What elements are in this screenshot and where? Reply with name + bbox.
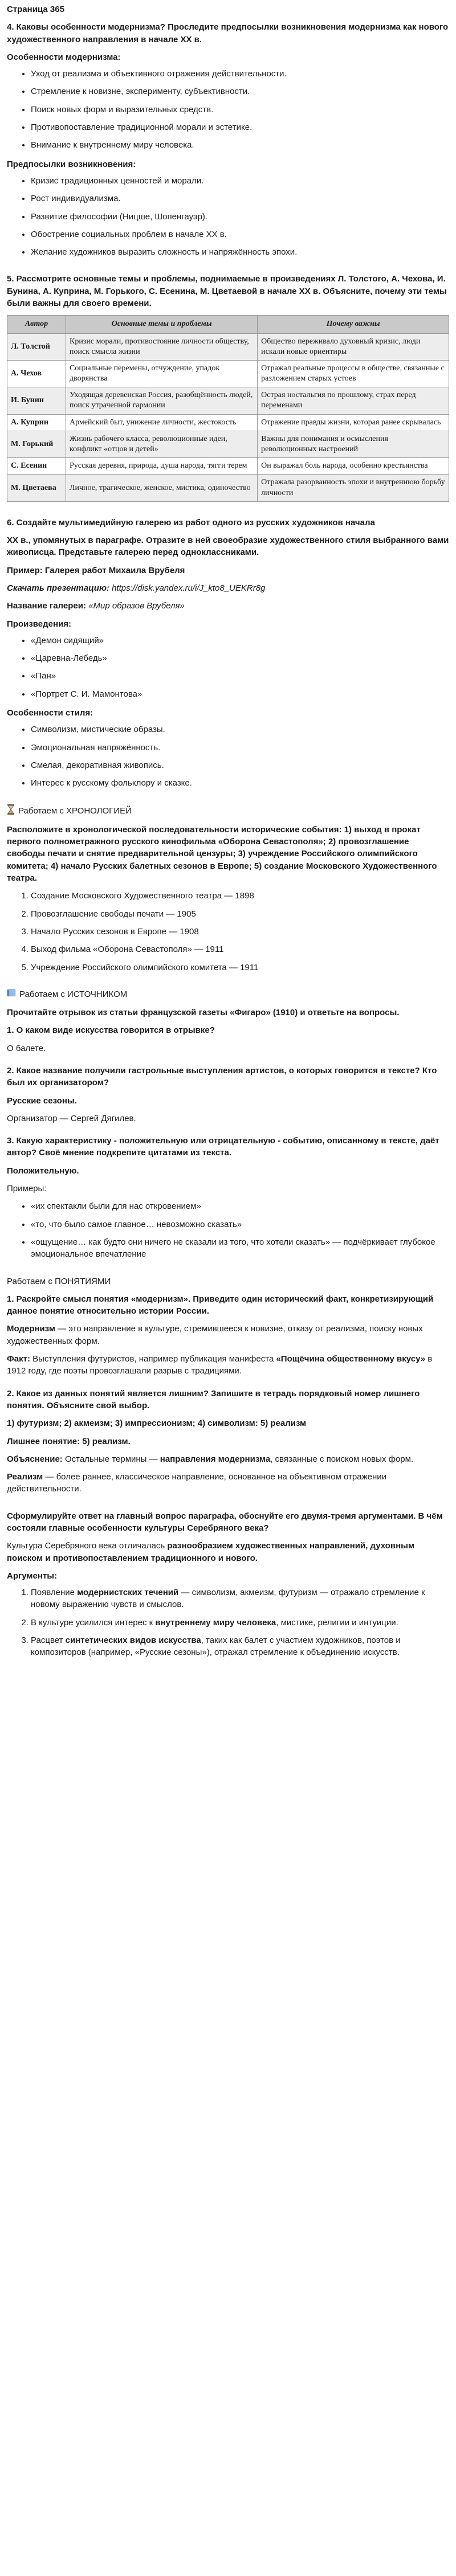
list-item: • «Царевна-Лебедь» [31,652,449,664]
table-cell: Уходящая деревенская Россия, разобщённость людей, поиск утраченной гармонии [66,387,258,414]
list-item: • Развитие философии (Ницше, Шопенгауэр). [31,211,449,223]
modernism-def [7,1323,449,1347]
arg-post: , таких как балет с участием художников, поэтов и композиторов (например, «Русские сезоны»), отражал стремление к объединению искусств. [31,1635,401,1658]
table-header: Почему важны [258,316,449,333]
concepts-q2-list: 1) футуризм; 2) акмеизм; 3) импрессионизм; 4) символизм: 5) реализм [7,1418,307,1429]
table-header-row [7,316,449,333]
table-cell-author: М. Горький [7,431,66,457]
source-heading [7,988,449,1001]
list-item: • Уход от реализма и объективного отражения действительности. [31,68,449,80]
table-cell-author: А. Чехов [7,360,66,387]
example-title: Пример: Галерея работ Михаила Врубеля [7,565,185,575]
extra-label: Лишнее понятие: [7,1436,80,1446]
list-item: • Стремление к новизне, эксперименту, субъективности. [31,85,449,97]
table-cell: Жизнь рабочего класса, революционные идеи, конфликт «отцов и детей» [66,431,258,457]
arg-pre: Расцвет [31,1635,66,1646]
source-a3-examples: Примеры: [7,1184,47,1194]
list-item [31,1617,449,1629]
table-cell: Он выражал боль народа, особенно крестьянства [258,458,449,475]
source-a2: Организатор — Сергей Дягилев. [7,1113,136,1123]
chronology-list [7,890,449,973]
list-item: 2. Провозглашение свободы печати — 1905 [31,908,449,920]
list-item: 3. Начало Русских сезонов в Европе — 1908 [31,926,449,938]
final-section [7,1510,449,1659]
question-5-section [7,273,449,501]
list-item: • Смелая, декоративная живопись. [31,759,449,771]
realism-text: — более раннее, классическое направление, основанное на объективном отражении действительности. [7,1472,387,1494]
list-item: • Поиск новых форм и выразительных средств. [31,104,449,116]
gallery-line [7,600,449,612]
works-title: Произведения: [7,619,72,629]
list-item: • Символизм, мистические образы. [31,723,449,735]
expl-text: Остальные термины — [62,1454,160,1464]
table-row [7,475,449,501]
list-item: 5. Учреждение Российского олимпийского комитета — 1911 [31,962,449,974]
fact-paragraph [7,1353,449,1377]
table-cell-author: М. Цветаева [7,475,66,501]
table-row [7,458,449,475]
question-6-cont: XX в., упомянутых в параграфе. Отразите в ней своеобразие художественного стиля выбранного вами живописца. Представьте галерею перед одноклассниками. [7,535,449,558]
concepts-q2: 2. Какое из данных понятий является лишним? Запишите в тетрадь порядковый номер лишнего понятия. Объясните свой выбор. [7,1388,420,1410]
source-title: Работаем с ИСТОЧНИКОМ [19,989,128,1000]
arg-bold: внутреннему миру человека [155,1617,276,1628]
gallery-label: Название галереи: [7,601,86,611]
def-text: — это направление в культуре, стремившееся к новизне, отказу от реализма, поиску новых художественных форм. [7,1324,423,1346]
table-cell: Кризис морали, противостояние личности обществу, поиск смысла жизни [66,333,258,360]
question-4: 4. Каковы особенности модернизма? Проследите предпосылки возникновения модернизма как нового художественного направления в начале XX в. [7,22,449,44]
download-label: Скачать презентацию: [7,583,109,593]
list-item: • Рост индивидуализма. [31,193,449,205]
list-item: • «Демон сидящий» [31,635,449,647]
arg-bold: модернистских течений [77,1588,179,1598]
realism-term: Реализм [7,1472,43,1482]
answer-pre: Культура Серебряного века отличалась [7,1541,168,1551]
list-item: • «Портрет С. И. Мамонтова» [31,688,449,700]
download-line [7,582,449,594]
source-section [7,988,449,1261]
list-item: • Кризис традиционных ценностей и морали. [31,175,449,187]
chronology-task: Расположите в хронологической последовательности исторические события: 1) выход в прокат первого полнометражного русского кинофильма «Оборона Севастополя»; 2) провозглашение свободы печати и снятие предварительной цензуры; 3) учреждение Российского олимпийского комитета; 4) начало Русских балетных сезонов в Европе; 5) создание Московского Художественного театра. [7,824,437,884]
explanation-line [7,1453,449,1465]
list-item: • Эмоциональная напряжённость. [31,742,449,754]
prereq-list [7,175,449,258]
list-item: • Желание художников выразить сложность и напряжённость эпохи. [31,246,449,258]
args-list [7,1587,449,1658]
source-q2: 2. Какое название получили гастрольные выступления артистов, о которых говорится в тексте? Кто был их организатором? [7,1065,437,1088]
arg-pre: В культуре усилился интерес к [31,1617,156,1628]
table-cell: Личное, трагическое, женское, мистика, одиночество [66,475,258,501]
list-item: • «их спектакли были для нас откровением» [31,1200,449,1212]
fact-label: Факт: [7,1354,30,1364]
table-cell: Русская деревня, природа, душа народа, тягги терем [66,458,258,475]
question-5: 5. Рассмотрите основные темы и проблемы, поднимаемые в произведениях Л. Толстого, А. Чехова, И. Бунина, А. Куприна, М. Горького, С. Есенина, М. Цветаевой в начале XX в. Объясните, почему эти темы были важны для своего времени. [7,274,447,309]
style-list [7,723,449,789]
concepts-heading [7,1275,449,1287]
list-item: • «ощущение… как будто они ничего не сказали из того, что хотели сказать» — подчёркивает глубокое эмоциональное впечатление [31,1236,449,1261]
source-a2-title: Русские сезоны. [7,1095,77,1106]
download-link[interactable]: https://disk.yandex.ru/i/J_kto8_UEKRr8g [112,583,266,593]
extra-value: 5) реализм. [80,1436,131,1446]
expl-label: Объяснение: [7,1454,63,1464]
themes-table [7,315,449,501]
table-cell: Отражала разорванность эпохи и внутреннюю борьбу личности [258,475,449,501]
def-term: Модернизм [7,1324,55,1334]
table-cell-author: С. Есенин [7,458,66,475]
table-row [7,360,449,387]
table-cell-author: Л. Толстой [7,333,66,360]
chronology-title: Работаем с ХРОНОЛОГИЕЙ [18,806,132,816]
arg-pre: Появление [31,1588,78,1598]
features-list [7,68,449,151]
list-item: 1. Создание Московского Художественного театра — 1898 [31,890,449,902]
question-6-section [7,517,449,790]
table-row [7,387,449,414]
table-row [7,414,449,431]
list-item: • «то, что было самое главное… невозможно сказать» [31,1219,449,1230]
source-a3-title: Положительную. [7,1166,79,1176]
book-icon [7,988,16,1001]
table-cell: Острая ностальгия по прошлому, страх перед переменами [258,387,449,414]
table-header: Основные темы и проблемы [66,316,258,333]
table-cell: Отражал реальные процессы в обществе, связанные с разложением старых устоев [258,360,449,387]
table-cell: Важны для понимания и осмысления революционных настроений [258,431,449,457]
arg-post: — символизм, акмеизм, футуризм — отражало стремление к новому выражению чувств и смыслов. [31,1588,425,1610]
fact-tail: в 1912 году, где поэты провозглашали разрыв с традициями. [7,1354,433,1376]
source-a1: О балете. [7,1043,46,1053]
source-task: Прочитайте отрывок из статьи французской газеты «Фигаро» (1910) и ответьте на вопросы. [7,1008,400,1018]
concepts-section [7,1275,449,1495]
question-6: 6. Создайте мультимедийную галерею из работ одного из русских художников начала [7,517,375,528]
expl-tail: , связанные с поиском новых форм. [270,1454,414,1464]
list-item [31,1634,449,1659]
table-cell-author: А. Куприн [7,414,66,431]
table-row [7,333,449,360]
arg-post: , мистике, религии и интуиции. [276,1617,398,1628]
fact-bold: «Пощёчина общественному вкусу» [276,1354,426,1364]
realism-line [7,1471,449,1495]
hourglass-icon [7,804,15,818]
list-item: • Обострение социальных проблем в начале XX в. [31,228,449,240]
concepts-title: Работаем с ПОНЯТИЯМИ [7,1276,111,1286]
list-item: • «Пан» [31,670,449,682]
final-question: Сформулируйте ответ на главный вопрос параграфа, обоснуйте его двумя-тремя аргументами. В чём состояли главные особенности культуры Серебряного века? [7,1511,443,1533]
page-label: Страница 365 [7,5,64,14]
prereq-title: Предпосылки возникновения: [7,159,136,169]
style-title: Особенности стиля: [7,708,93,718]
gallery-name: «Мир образов Врубеля» [88,601,185,611]
chronology-section [7,804,449,974]
question-4-section [7,21,449,258]
table-cell: Социальные перемены, отчуждение, упадок дворянства [66,360,258,387]
list-item: • Противопоставление традиционной морали и эстетике. [31,121,449,133]
table-cell: Отражение правды жизни, которая ранее скрывалась [258,414,449,431]
list-item: • Интерес к русскому фольклору и сказке. [31,777,449,789]
quotes-list [7,1200,449,1260]
table-cell: Армейский быт, унижение личности, жестокость [66,414,258,431]
features-title: Особенности модернизма: [7,52,121,62]
list-item: • Внимание к внутреннему миру человека. [31,139,449,151]
answer-bold: разнообразием художественных направлений, духовным поиском и противопоставлением традиционного и нового. [7,1541,415,1563]
table-row [7,431,449,457]
table-cell: Общество переживало духовный кризис, люди искали новые ориентиры [258,333,449,360]
works-list [7,635,449,700]
chronology-heading [7,804,449,818]
args-title: Аргументы: [7,1571,58,1581]
concepts-q1: 1. Раскройте смысл понятия «модернизм». Приведите один исторический факт, конкретизирующий данное понятие относительно истории России. [7,1294,434,1316]
final-answer [7,1540,449,1564]
table-header: Автор [7,316,66,333]
source-q3: 3. Какую характеристику - положительную или отрицательную - событию, описанному в тексте, даёт автор? Своё мнение подкрепите цитатами из текста. [7,1136,439,1158]
arg-bold: синтетических видов искусства [65,1635,201,1646]
source-q1: 1. О каком виде искусства говорится в отрывке? [7,1025,215,1036]
expl-bold: направления модернизма [160,1454,271,1464]
list-item [31,1587,449,1611]
list-item: 4. Выход фильма «Оборона Севастополя» — 1911 [31,943,449,955]
fact-text: Выступления футуристов, например публикация манифеста [30,1354,276,1364]
extra-line [7,1436,449,1448]
table-cell-author: И. Бунин [7,387,66,414]
